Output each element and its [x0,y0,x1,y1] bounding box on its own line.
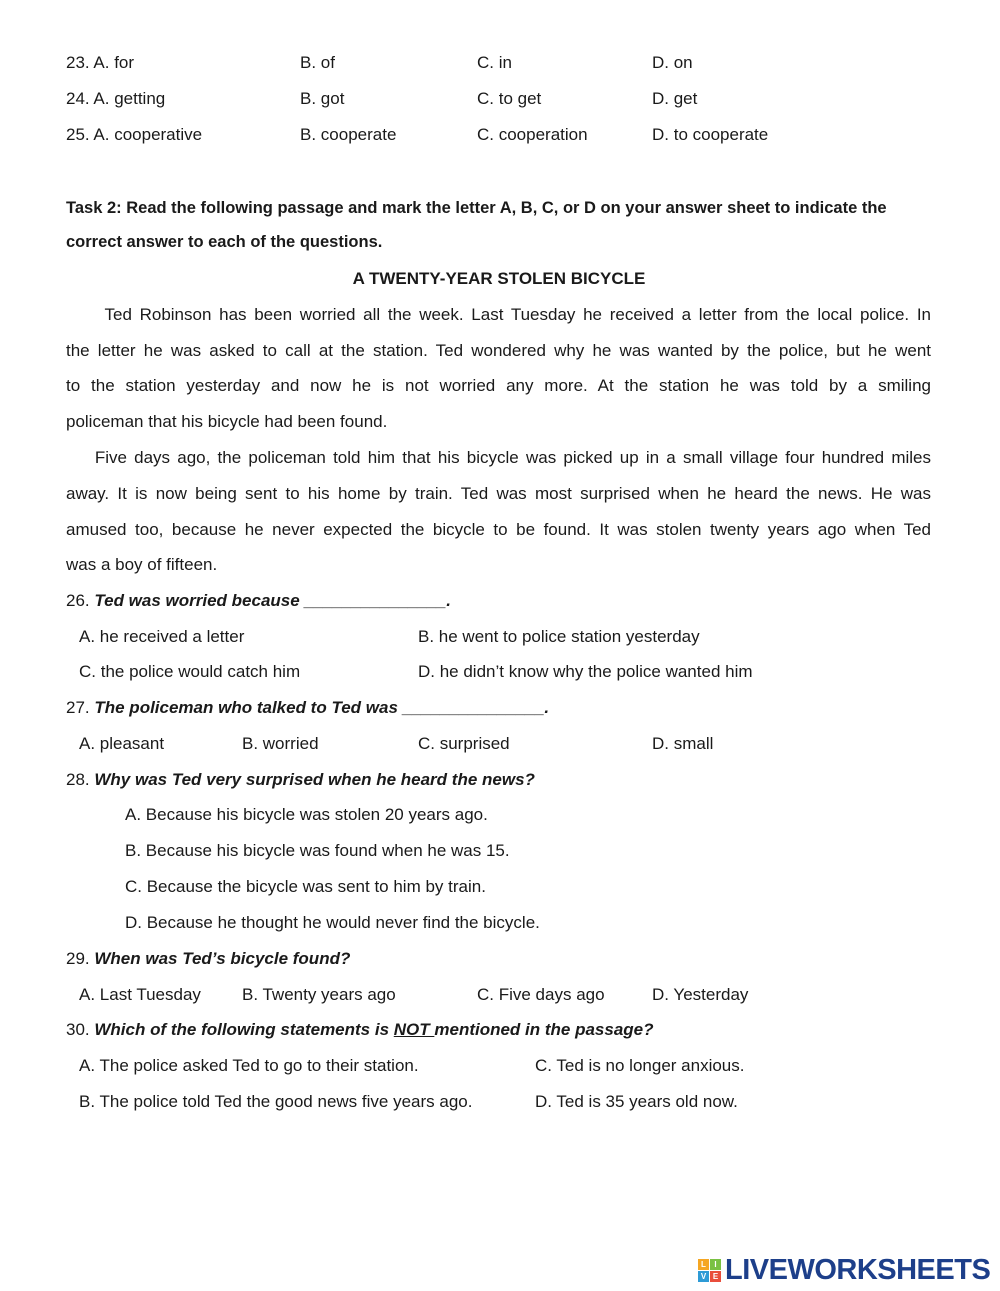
q25-option-c[interactable]: C. cooperation [477,125,588,144]
q27-option-a[interactable]: A. pleasant [79,734,165,753]
q26-number: 26. [66,591,95,610]
question-27-stem [66,697,549,719]
question-28-stem [66,769,535,791]
q27-option-c[interactable]: C. surprised [418,734,510,753]
passage-p2-line2: away. It is now being sent to his home by train. Ted was most surprised when he heard the news. He was [66,484,931,503]
passage-p1-line1: Ted Robinson has been worried all the week. Last Tuesday he received a letter from the local police. In [66,305,931,324]
liveworksheets-logo-text: LIVEWORKSHEETS [725,1253,991,1286]
question-30-stem [66,1019,654,1041]
passage-p2-line3: amused too, because he never expected the bicycle to be found. It was stolen twenty years ago when Ted [66,520,931,539]
q24-option-d[interactable]: D. get [652,89,698,108]
q27-text: The policeman who talked to Ted was _______________. [94,698,550,717]
q29-number: 29. [66,949,95,968]
q28-option-c[interactable]: C. Because the bicycle was sent to him by train. [125,877,486,896]
q25-option-b[interactable]: B. cooperate [300,125,397,144]
q29-option-c[interactable]: C. Five days ago [477,985,605,1004]
q28-option-b[interactable]: B. Because his bicycle was found when he was 15. [125,841,510,860]
q23-option-d[interactable]: D. on [652,53,693,72]
q25-option-d[interactable]: D. to cooperate [652,125,769,144]
passage-title: A TWENTY-YEAR STOLEN BICYCLE [352,269,646,288]
q28-text: Why was Ted very surprised when he heard the news? [94,770,535,789]
passage-p2-line1: Five days ago, the policeman told him that his bicycle was picked up in a small village four hundred miles [66,448,931,467]
task-instruction-line2: correct answer to each of the questions. [66,233,383,251]
q27-number: 27. [66,698,95,717]
liveworksheets-logo-icon [698,1259,721,1282]
passage-p1-line4: policeman that his bicycle had been found. [66,412,388,431]
q30-text-post: mentioned in the passage? [434,1020,654,1039]
q28-number: 28. [66,770,95,789]
logo-mark-e: E [710,1271,721,1282]
q28-option-a[interactable]: A. Because his bicycle was stolen 20 years ago. [125,805,488,824]
q28-option-d[interactable]: D. Because he thought he would never find the bicycle. [125,913,540,932]
q30-option-c[interactable]: C. Ted is no longer anxious. [535,1056,745,1075]
q24-option-c[interactable]: C. to get [477,89,542,108]
passage-p1-line2: the letter he was asked to call at the station. Ted wondered why he was wanted by the police, but he went [66,341,931,360]
q25-option-a[interactable]: 25. A. cooperative [66,125,203,144]
logo-mark-l: L [698,1259,709,1270]
q30-option-d[interactable]: D. Ted is 35 years old now. [535,1092,738,1111]
q26-option-c[interactable]: C. the police would catch him [79,662,301,681]
logo-mark-i: I [710,1259,721,1270]
q24-option-a[interactable]: 24. A. getting [66,89,166,108]
q30-number: 30. [66,1020,95,1039]
question-29-stem [66,948,350,970]
q29-option-b[interactable]: B. Twenty years ago [242,985,396,1004]
question-26-stem [66,590,451,612]
passage-p1-line3: to the station yesterday and now he is not worried any more. At the station he was told by a smiling [66,376,931,395]
q30-option-b[interactable]: B. The police told Ted the good news five years ago. [79,1092,473,1111]
q27-option-d[interactable]: D. small [652,734,714,753]
q24-option-b[interactable]: B. got [300,89,345,108]
q30-text-pre: Which of the following statements is [94,1020,394,1039]
q26-text: Ted was worried because _______________. [94,591,451,610]
liveworksheets-logo [698,1254,990,1286]
q29-option-d[interactable]: D. Yesterday [652,985,749,1004]
q23-option-b[interactable]: B. of [300,53,335,72]
task-instruction-line1: Task 2: Read the following passage and mark the letter A, B, C, or D on your answer sheet to indicate the [66,199,887,217]
q23-option-a[interactable]: 23. A. for [66,53,135,72]
logo-mark-v: V [698,1271,709,1282]
q26-option-b[interactable]: B. he went to police station yesterday [418,627,700,646]
q30-option-a[interactable]: A. The police asked Ted to go to their station. [79,1056,419,1075]
passage-p2-line4: was a boy of fifteen. [66,555,218,574]
q29-option-a[interactable]: A. Last Tuesday [79,985,201,1004]
q26-option-a[interactable]: A. he received a letter [79,627,245,646]
q26-option-d[interactable]: D. he didn’t know why the police wanted him [418,662,753,681]
q23-option-c[interactable]: C. in [477,53,512,72]
q29-text: When was Ted’s bicycle found? [94,949,351,968]
q27-option-b[interactable]: B. worried [242,734,319,753]
q30-text-not: NOT [393,1020,435,1039]
